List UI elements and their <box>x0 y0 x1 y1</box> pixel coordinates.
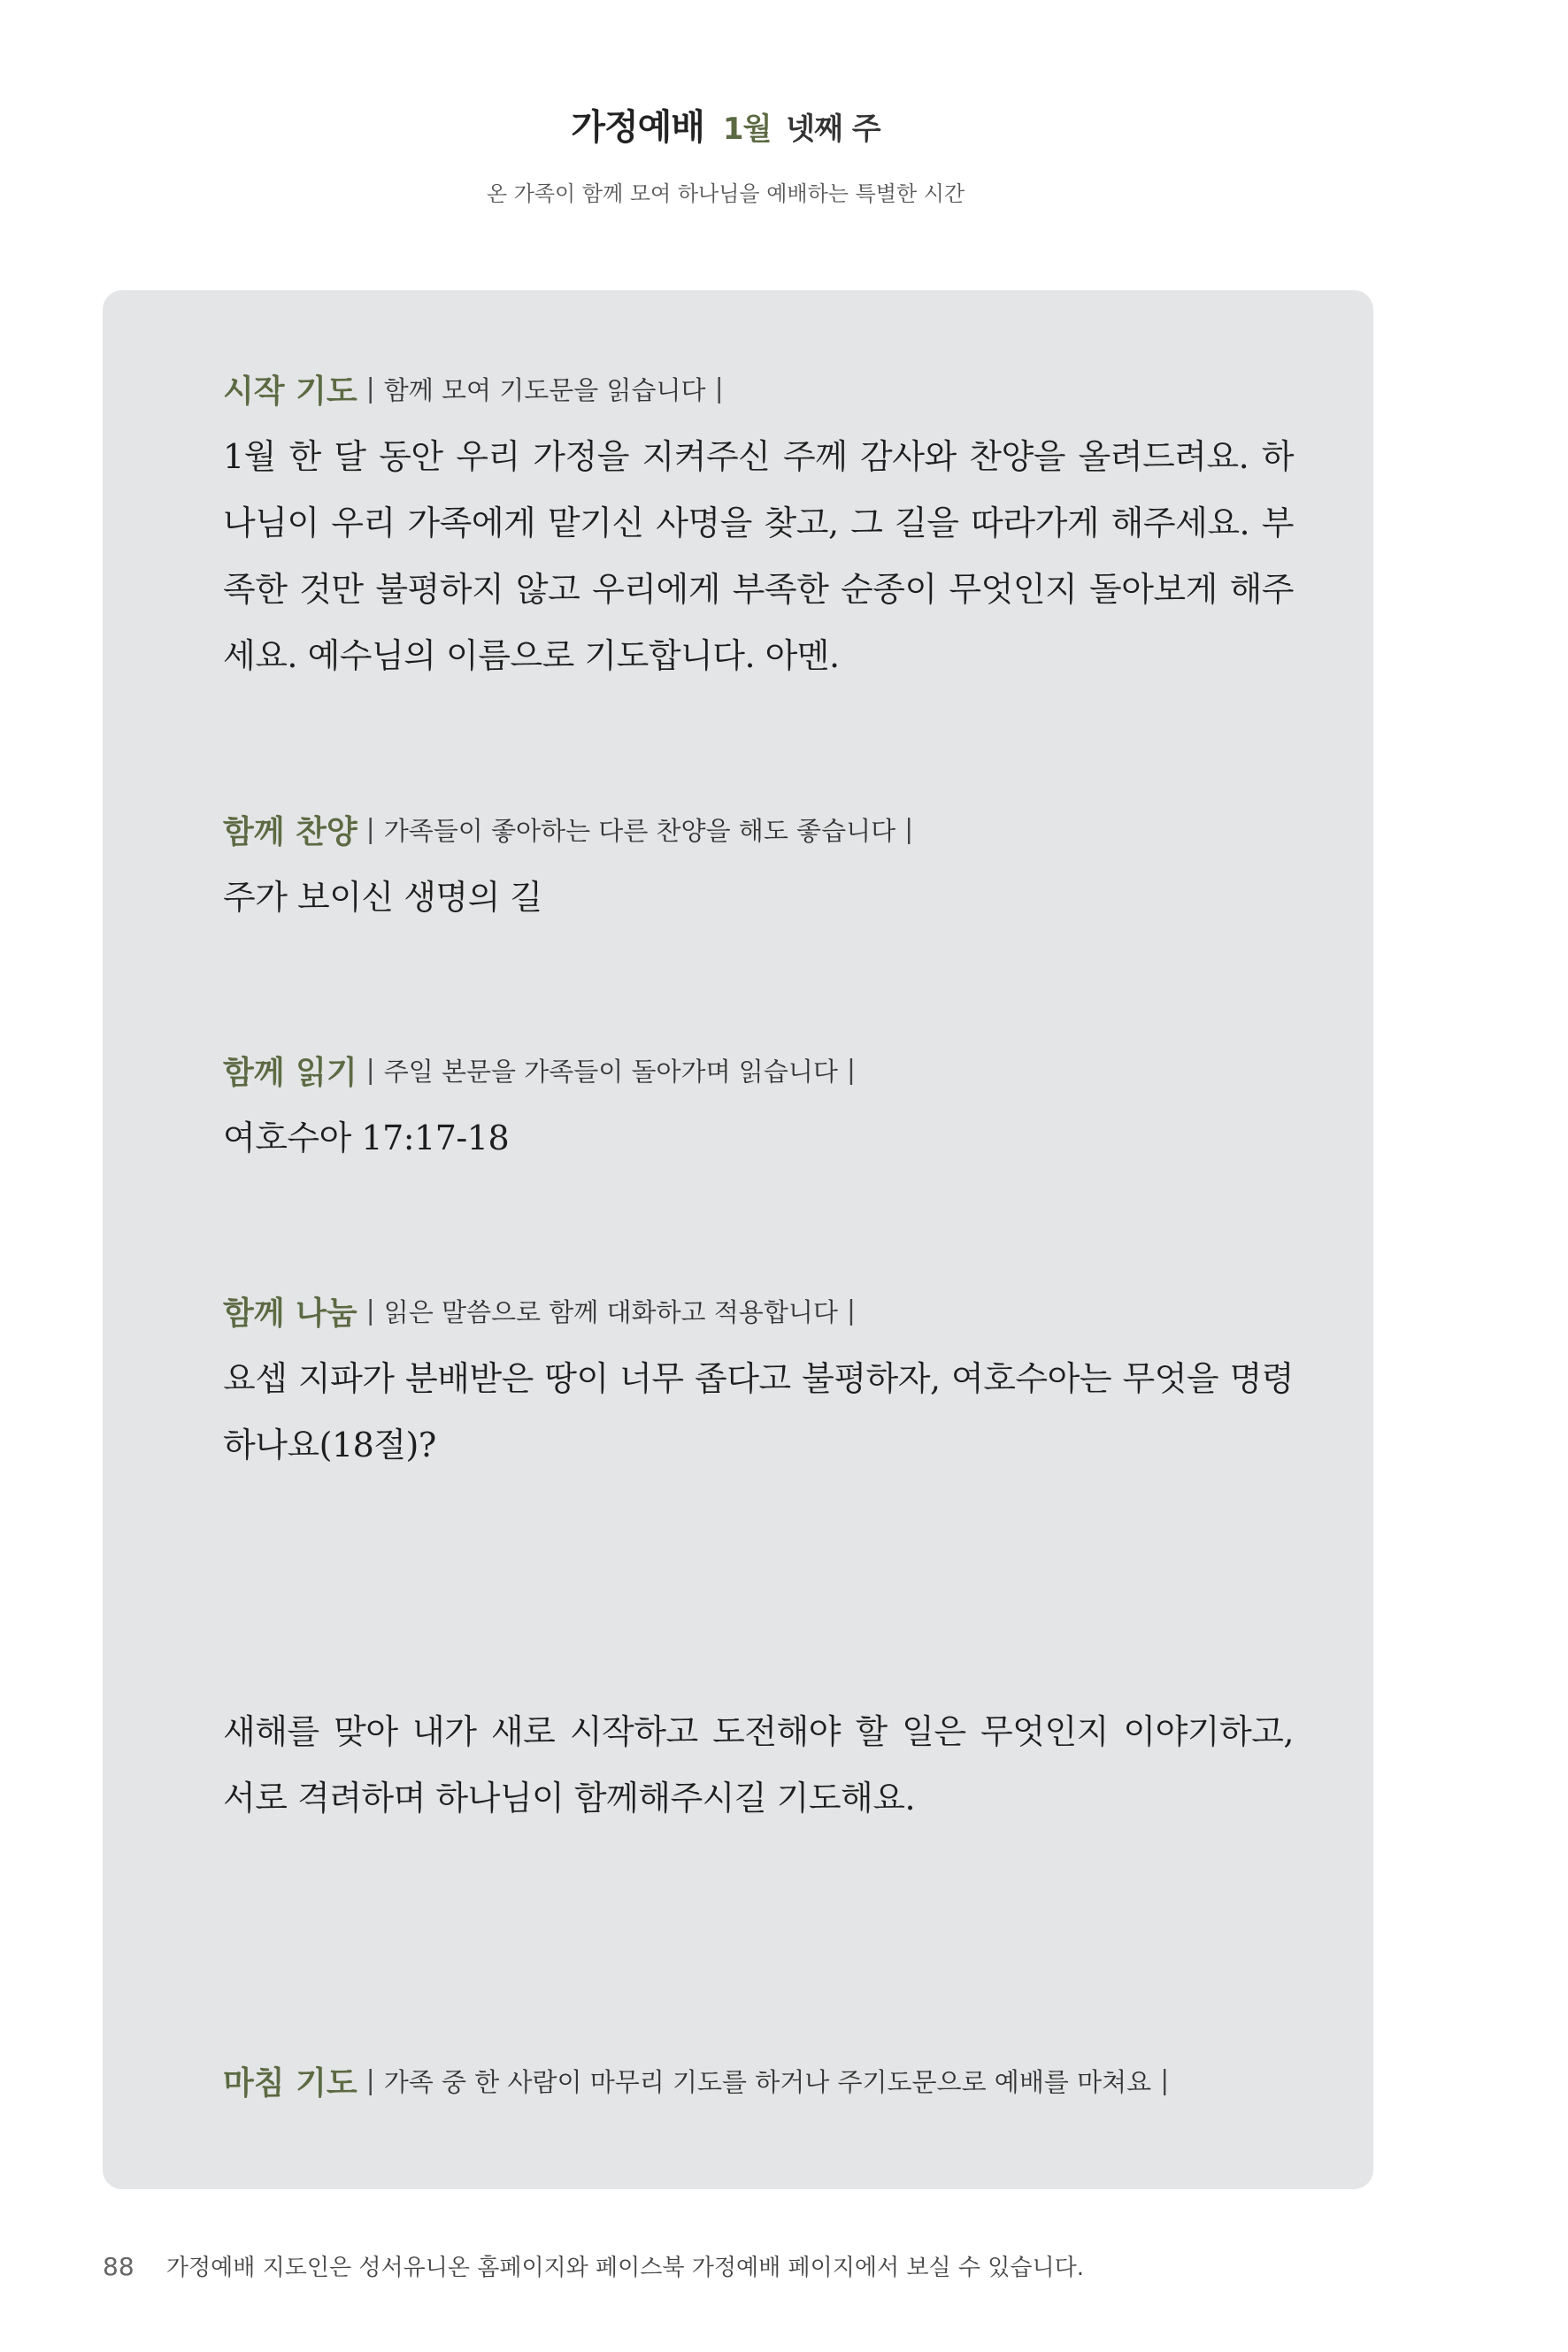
divider: | <box>714 373 724 404</box>
divider: | <box>846 1295 856 1326</box>
section-sharing <box>223 1288 1294 1479</box>
divider: | <box>365 814 375 845</box>
divider: | <box>846 1055 856 1086</box>
divider: | <box>365 1295 375 1326</box>
section-label: 함께 나눔 <box>223 1295 357 1332</box>
discussion-question-1: 요셉 지파가 분배받은 땅이 너무 좁다고 불평하자, 여호수아는 무엇을 명령하나요(18절)? <box>223 1359 1294 1464</box>
section-label: 함께 찬양 <box>223 814 357 850</box>
song-title: 주가 보이신 생명의 길 <box>223 878 542 917</box>
page-title <box>0 99 1451 150</box>
section-hint: 가족 중 한 사람이 마무리 기도를 하거나 주기도문으로 예배를 마쳐요 <box>383 2067 1152 2097</box>
divider: | <box>904 814 914 845</box>
page-subtitle: 온 가족이 함께 모여 하나님을 예배하는 특별한 시간 <box>486 181 965 206</box>
section-opening-prayer <box>223 366 1294 689</box>
section-label: 시작 기도 <box>223 373 357 410</box>
title-main: 가정예배 <box>571 107 704 148</box>
section-worship-song <box>223 807 1294 931</box>
prayer-text: 1월 한 달 동안 우리 가정을 지켜주신 주께 감사와 찬양을 올려드려요. 하나님이 우리 가족에게 맡기신 사명을 찾고, 그 길을 따라가게 해주세요. 부족한 것만 불평하지 않고 우리에게 부족한 순종이 무엇인지 돌아보게 해주세요. 예수님의 이름으로 기도합니다. 아멘. <box>223 437 1294 675</box>
discussion-question-2: 새해를 맞아 내가 새로 시작하고 도전해야 할 일은 무엇인지 이야기하고, 서로 격려하며 하나님이 함께해주시길 기도해요. <box>223 1712 1294 1818</box>
footer-note: 가정예배 지도인은 성서유니온 홈페이지와 페이스북 가정예배 페이지에서 보실 수 있습니다. <box>165 2255 1084 2281</box>
divider: | <box>365 373 375 404</box>
section-label: 마침 기도 <box>223 2065 357 2102</box>
scripture-reference: 여호수아 17:17-18 <box>223 1118 510 1157</box>
section-heading <box>223 1048 1294 1093</box>
section-sharing-question-2 <box>223 1687 1294 1832</box>
section-reading <box>223 1048 1294 1172</box>
section-label: 함께 읽기 <box>223 1055 357 1091</box>
section-heading <box>223 1288 1294 1334</box>
divider: | <box>1160 2065 1170 2096</box>
section-hint: 가족들이 좋아하는 다른 찬양을 해도 좋습니다 <box>383 816 896 846</box>
title-week: 넷째 주 <box>786 111 880 147</box>
page-header <box>0 99 1451 207</box>
section-closing-prayer <box>223 2058 1294 2103</box>
page-number: 88 <box>103 2252 135 2281</box>
section-hint: 주일 본문을 가족들이 돌아가며 읽습니다 <box>383 1057 838 1087</box>
section-hint: 함께 모여 기도문을 읽습니다 <box>383 375 706 405</box>
title-month: 1월 <box>722 111 772 147</box>
divider: | <box>365 2065 375 2096</box>
section-heading <box>223 807 1294 852</box>
section-hint: 읽은 말씀으로 함께 대화하고 적용합니다 <box>383 1297 838 1327</box>
page-footer <box>103 2249 1084 2282</box>
section-heading <box>223 366 1294 411</box>
section-heading <box>223 2058 1294 2103</box>
divider: | <box>365 1055 375 1086</box>
worship-guide-card <box>103 290 1373 2189</box>
